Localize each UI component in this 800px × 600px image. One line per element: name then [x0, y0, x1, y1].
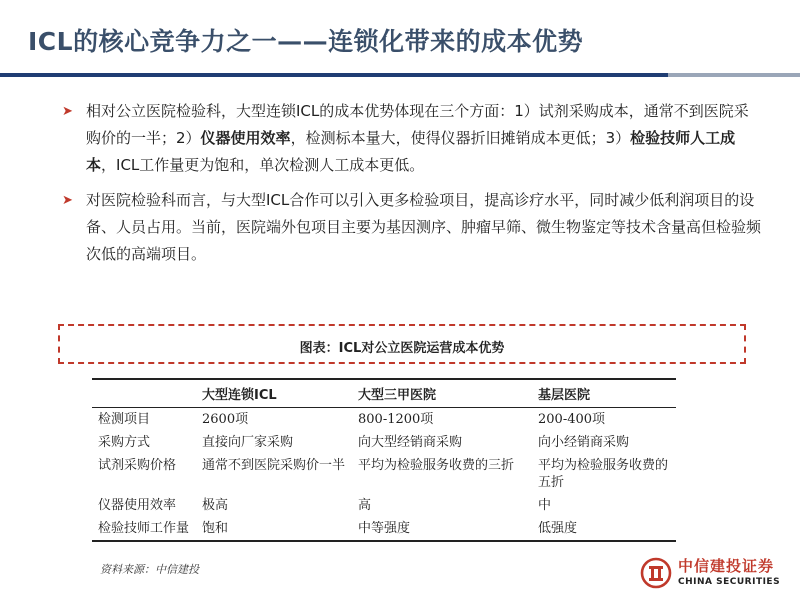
bullet-item-1 [62, 98, 762, 179]
title-underline-main [0, 73, 668, 77]
table-cell: 200-400项 [538, 412, 606, 427]
bullet-arrow-icon: ➤ [62, 104, 73, 119]
table-header-cell: 大型三甲医院 [352, 379, 532, 408]
citic-logo-icon [640, 557, 672, 589]
table-cell: 检测项目 [98, 412, 151, 427]
bullet-2-text: 对医院检验科而言，与大型ICL合作可以引入更多检验项目，提高诊疗水平，同时减少低利润项目的设备、人员占用。当前，医院端外包项目主要为基因测序、肿瘤早筛、微生物鉴定等技术含量高但检验频次低的高端项目。 [86, 191, 762, 263]
title-underline [0, 73, 800, 77]
table-header-cell: 基层医院 [532, 379, 676, 408]
company-logo [640, 555, 800, 595]
table-cell: 通常不到医院采购价一半 [202, 458, 346, 473]
bullet-arrow-icon: ➤ [62, 193, 73, 208]
bullet-list [62, 98, 762, 276]
bullet-1-text-a: 相对公立医院检验科，大型连锁ICL的成本优势体现在三个方面：1）试剂采购成本，通常不到医院采购价的一半；2） [86, 102, 749, 147]
source-note: 资料来源：中信建投 [100, 563, 199, 576]
table-cell: 向小经销商采购 [538, 435, 630, 450]
logo-chinese-name: 中信建投证券 [678, 557, 775, 575]
figure-caption-box [58, 324, 746, 364]
logo-english-name: CHINA SECURITIES [678, 577, 781, 587]
table-row [92, 517, 676, 541]
table-cell: 饱和 [196, 517, 352, 541]
table-cell: 800-1200项 [358, 412, 434, 427]
table-row [92, 408, 676, 432]
bullet-1-bold-b: 检验技师人工成本 [86, 129, 736, 174]
table-cell: 采购方式 [98, 435, 151, 450]
table-cell: 中 [538, 498, 552, 513]
table-cell: 直接向厂家采购 [202, 435, 294, 450]
bullet-1-text-c: ，ICL工作量更为饱和，单次检测人工成本更低。 [101, 156, 425, 174]
table-header-row [92, 379, 676, 408]
table-cell: 高 [358, 498, 372, 513]
table-cell: 仪器使用效率 [98, 498, 177, 513]
table-cell: 检验技师工作量 [92, 517, 196, 541]
table-cell: 2600项 [202, 412, 249, 427]
bullet-item-2 [62, 187, 762, 268]
table-row [92, 494, 676, 517]
table-row [92, 454, 676, 494]
table-header-cell [92, 379, 196, 408]
bullet-1-text-b: ，检测标本量大，使得仪器折旧摊销成本更低；3） [290, 129, 631, 147]
page-title: ICL的核心竞争力之一——连锁化带来的成本优势 [28, 27, 584, 56]
comparison-table [92, 378, 676, 542]
table-cell: 向大型经销商采购 [358, 435, 463, 450]
bullet-1-bold-a: 仪器使用效率 [200, 129, 291, 147]
table-cell: 平均为检验服务收费的三折 [358, 458, 515, 473]
title-underline-tail [668, 73, 800, 77]
figure-caption: 图表：ICL对公立医院运营成本优势 [299, 341, 505, 356]
table-header-cell: 大型连锁ICL [196, 379, 352, 408]
table-cell: 试剂采购价格 [98, 458, 177, 473]
table-cell: 低强度 [532, 517, 676, 541]
table-cell: 平均为检验服务收费的五折 [538, 458, 669, 490]
table-row [92, 431, 676, 454]
table-cell: 极高 [202, 498, 229, 513]
table-cell: 中等强度 [352, 517, 532, 541]
